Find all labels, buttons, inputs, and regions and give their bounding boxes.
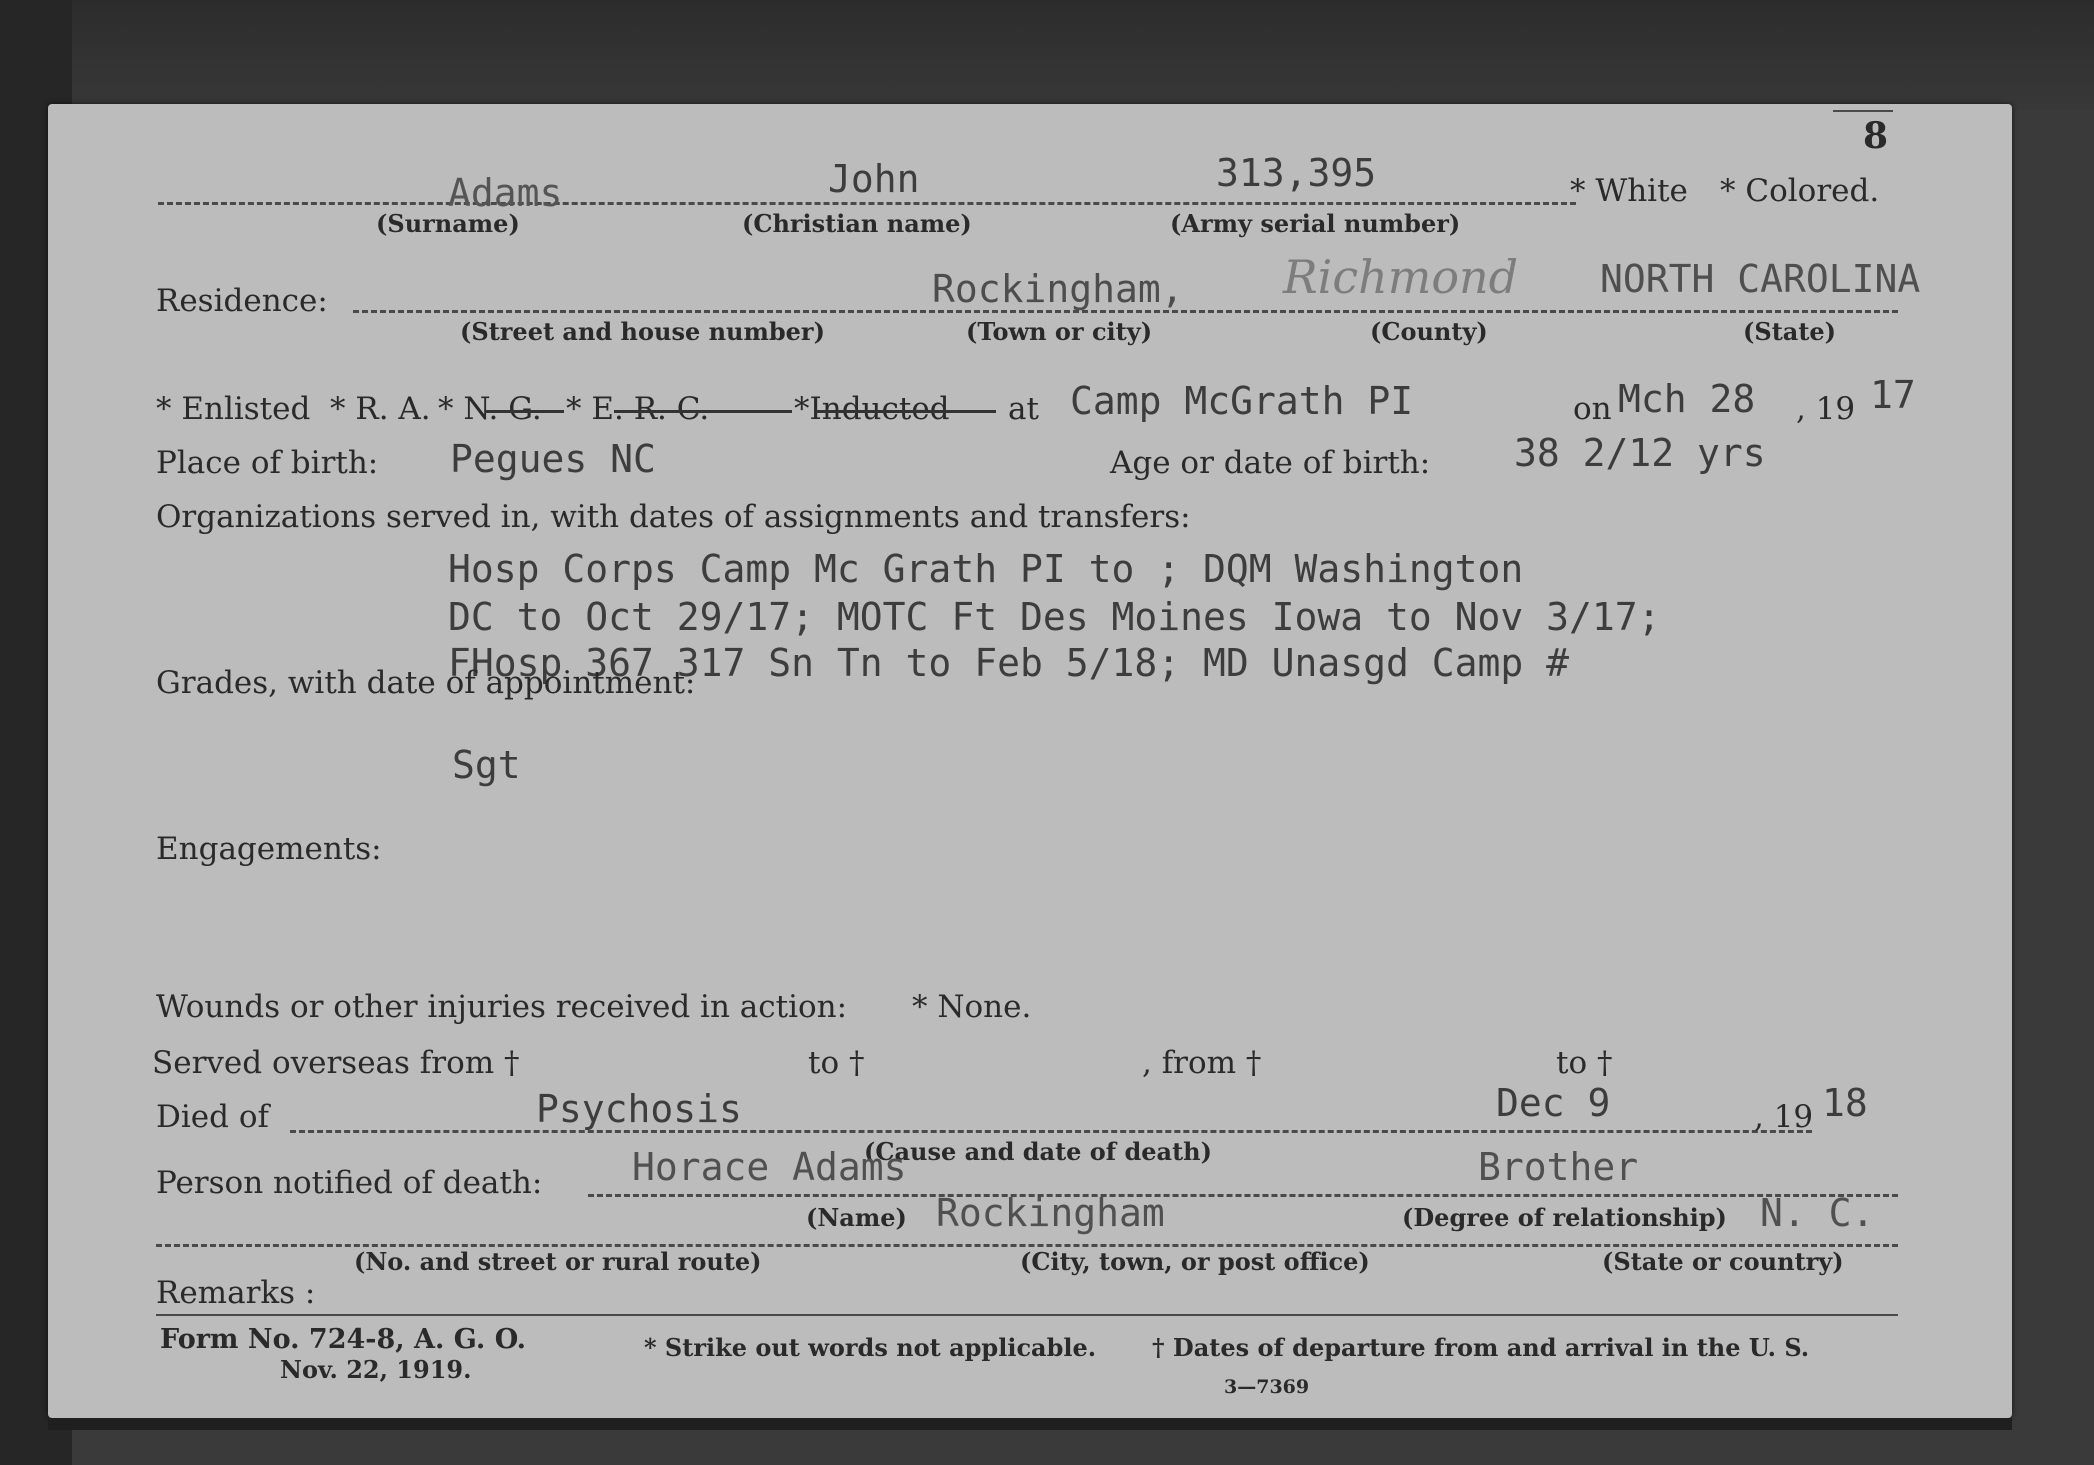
enlistment-year-prefix: , 19 bbox=[1796, 391, 1856, 427]
wounds-value: * None. bbox=[912, 989, 1032, 1025]
birth-place-value: Pegues NC bbox=[450, 437, 656, 481]
colored-option: * Colored. bbox=[1720, 173, 1880, 209]
notified-street-caption: (No. and street or rural route) bbox=[354, 1247, 762, 1276]
remarks-rule bbox=[156, 1314, 1898, 1316]
surname-caption: (Surname) bbox=[376, 209, 520, 238]
death-date: Dec 9 bbox=[1496, 1081, 1611, 1125]
ra-option: * R. A. bbox=[330, 391, 431, 427]
death-year-prefix: , 19 bbox=[1754, 1099, 1814, 1135]
death-cause: Psychosis bbox=[536, 1087, 742, 1131]
organizations-line-2: DC to Oct 29/17; MOTC Ft Des Moines Iowa to Nov 3/17; bbox=[448, 595, 1661, 639]
overseas-from-2-label: , from † bbox=[1142, 1045, 1262, 1081]
inducted-option: *Inducted bbox=[794, 391, 950, 427]
on-label: on bbox=[1573, 391, 1612, 427]
erc-strikethrough bbox=[614, 410, 792, 413]
died-of-label: Died of bbox=[156, 1099, 269, 1135]
erc-option: * E. R. C. bbox=[566, 391, 710, 427]
serial-number-caption: (Army serial number) bbox=[1170, 209, 1461, 238]
card-number-rule bbox=[1833, 110, 1893, 112]
enlistment-year-suffix: 17 bbox=[1870, 373, 1916, 417]
ng-option: * N. G. bbox=[438, 391, 542, 427]
ng-strikethrough bbox=[486, 410, 564, 413]
notified-city: Rockingham bbox=[936, 1191, 1165, 1235]
birth-place-label: Place of birth: bbox=[156, 445, 379, 481]
notified-name-caption: (Name) bbox=[806, 1203, 907, 1232]
notified-rule bbox=[588, 1194, 1898, 1197]
notified-relationship: Brother bbox=[1478, 1145, 1639, 1189]
notified-state-caption: (State or country) bbox=[1602, 1247, 1844, 1276]
age-value: 38 2/12 yrs bbox=[1514, 431, 1766, 475]
residence-state: NORTH CAROLINA bbox=[1600, 257, 1921, 301]
service-record-card bbox=[48, 104, 2012, 1418]
form-date: Nov. 22, 1919. bbox=[280, 1355, 472, 1384]
notified-state: N. C. bbox=[1760, 1191, 1875, 1235]
christian-name-value: John bbox=[828, 157, 920, 201]
overseas-to-label: to † bbox=[808, 1045, 865, 1081]
form-number: Form No. 724-8, A. G. O. bbox=[160, 1324, 527, 1355]
print-code: 3—7369 bbox=[1224, 1376, 1310, 1398]
enlistment-date: Mch 28 bbox=[1618, 377, 1756, 421]
dagger-note: † Dates of departure from and arrival in the U. S. bbox=[1152, 1333, 1810, 1362]
serial-number-value: 313,395 bbox=[1216, 151, 1377, 195]
residence-label: Residence: bbox=[156, 283, 328, 319]
white-option: * White bbox=[1570, 173, 1688, 209]
card-number: 8 bbox=[1863, 115, 1889, 157]
died-of-rule bbox=[290, 1130, 1812, 1133]
residence-town: Rockingham, bbox=[932, 267, 1184, 311]
grades-label: Grades, with date of appointment: bbox=[156, 665, 696, 701]
inducted-strikethrough bbox=[816, 410, 996, 413]
christian-name-caption: (Christian name) bbox=[742, 209, 972, 238]
notified-label: Person notified of death: bbox=[156, 1165, 543, 1201]
age-label: Age or date of birth: bbox=[1110, 445, 1431, 481]
residence-county: Richmond bbox=[1283, 250, 1519, 304]
notified-relationship-caption: (Degree of relationship) bbox=[1402, 1203, 1727, 1232]
grades-value: Sgt bbox=[452, 743, 521, 787]
remarks-label: Remarks : bbox=[156, 1275, 316, 1311]
town-caption: (Town or city) bbox=[966, 317, 1153, 346]
header-rule bbox=[158, 202, 1576, 205]
state-caption: (State) bbox=[1743, 317, 1837, 346]
wounds-label: Wounds or other injuries received in action: bbox=[156, 989, 848, 1025]
notified-name: Horace Adams bbox=[632, 1145, 907, 1189]
engagements-label: Engagements: bbox=[156, 831, 382, 867]
street-caption: (Street and house number) bbox=[460, 317, 825, 346]
county-caption: (County) bbox=[1370, 317, 1488, 346]
enlisted-option: * Enlisted bbox=[156, 391, 311, 427]
overseas-to-2-label: to † bbox=[1556, 1045, 1613, 1081]
death-year-suffix: 18 bbox=[1822, 1081, 1868, 1125]
organizations-line-1: Hosp Corps Camp Mc Grath PI to ; DQM Washington bbox=[448, 547, 1524, 591]
surname-value: Adams bbox=[448, 171, 563, 215]
enlistment-place: Camp McGrath PI bbox=[1070, 379, 1414, 423]
background-top bbox=[0, 0, 2094, 110]
death-caption: (Cause and date of death) bbox=[864, 1137, 1212, 1166]
overseas-from-label: Served overseas from † bbox=[152, 1045, 520, 1081]
card-shadow-strip bbox=[48, 1418, 2012, 1430]
organizations-label: Organizations served in, with dates of assignments and transfers: bbox=[156, 499, 1191, 535]
strike-note: * Strike out words not applicable. bbox=[644, 1333, 1097, 1362]
notified-city-caption: (City, town, or post office) bbox=[1020, 1247, 1370, 1276]
at-label: at bbox=[1008, 391, 1039, 427]
organizations-line-3: FHosp 367 317 Sn Tn to Feb 5/18; MD Unasgd Camp # bbox=[448, 641, 1570, 685]
